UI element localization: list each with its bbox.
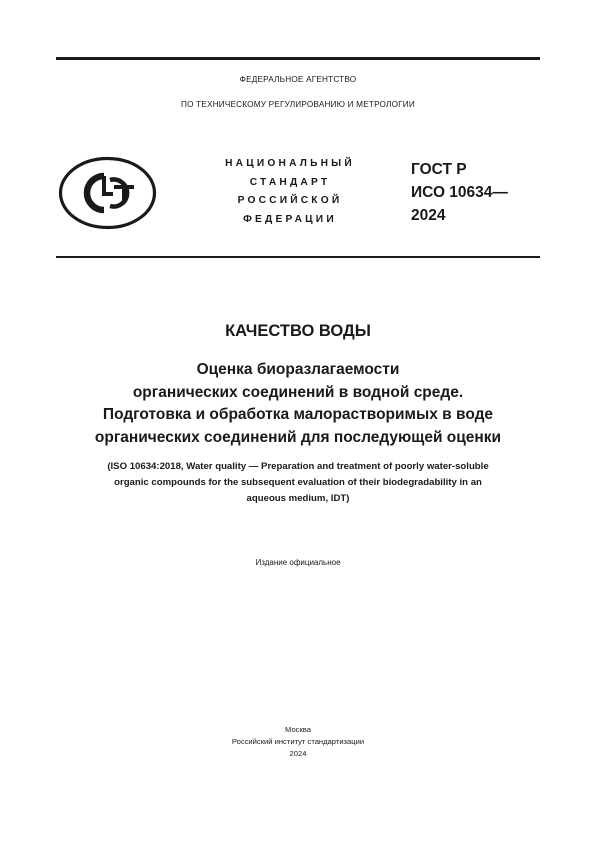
- subtitle-line: органических соединений для последующей оценки: [94, 428, 502, 446]
- national-standard-block: [200, 155, 380, 229]
- agency-line-2: ПО ТЕХНИЧЕСКОМУ РЕГУЛИРОВАНИЮ И МЕТРОЛОГИИ: [181, 100, 415, 109]
- national-line: РОССИЙСКОЙ: [237, 195, 343, 206]
- document-title: КАЧЕСТВО ВОДЫ: [225, 322, 371, 340]
- iso-reference-line: organic compounds for the subsequent evaluation of their biodegradability in an: [114, 477, 482, 488]
- imprint-year: 2024: [289, 749, 307, 758]
- subtitle-line: Подготовка и обработка малорастворимых в воде: [102, 406, 494, 423]
- subtitle-line: Оценка биоразлагаемости: [196, 361, 400, 378]
- top-rule: [56, 57, 540, 60]
- subtitle-line: органических соединений в водной среде.: [132, 383, 464, 401]
- official-edition-label: Издание официальное: [255, 558, 341, 567]
- imprint-city: Москва: [285, 725, 311, 734]
- imprint: [56, 724, 540, 760]
- gost-r-emblem-icon: [58, 156, 157, 230]
- national-line: ФЕДЕРАЦИИ: [243, 213, 337, 225]
- imprint-publisher: Российский институт стандартизации: [231, 737, 365, 746]
- middle-rule: [56, 256, 540, 258]
- designation-line: 2024: [411, 207, 446, 224]
- designation-line: ГОСТ Р: [411, 161, 467, 178]
- designation-line: ИСО 10634—: [411, 184, 508, 201]
- iso-reference: [56, 459, 540, 507]
- document-subtitle: [56, 359, 540, 449]
- national-line: СТАНДАРТ: [249, 176, 331, 188]
- national-line: НАЦИОНАЛЬНЫЙ: [225, 158, 355, 169]
- agency-line-1: ФЕДЕРАЛЬНОЕ АГЕНТСТВО: [239, 75, 357, 84]
- iso-reference-line: aqueous medium, IDT): [246, 493, 350, 504]
- iso-reference-line: (ISO 10634:2018, Water quality — Preparation and treatment of poorly water-soluble: [107, 461, 489, 472]
- standard-designation: [411, 158, 508, 227]
